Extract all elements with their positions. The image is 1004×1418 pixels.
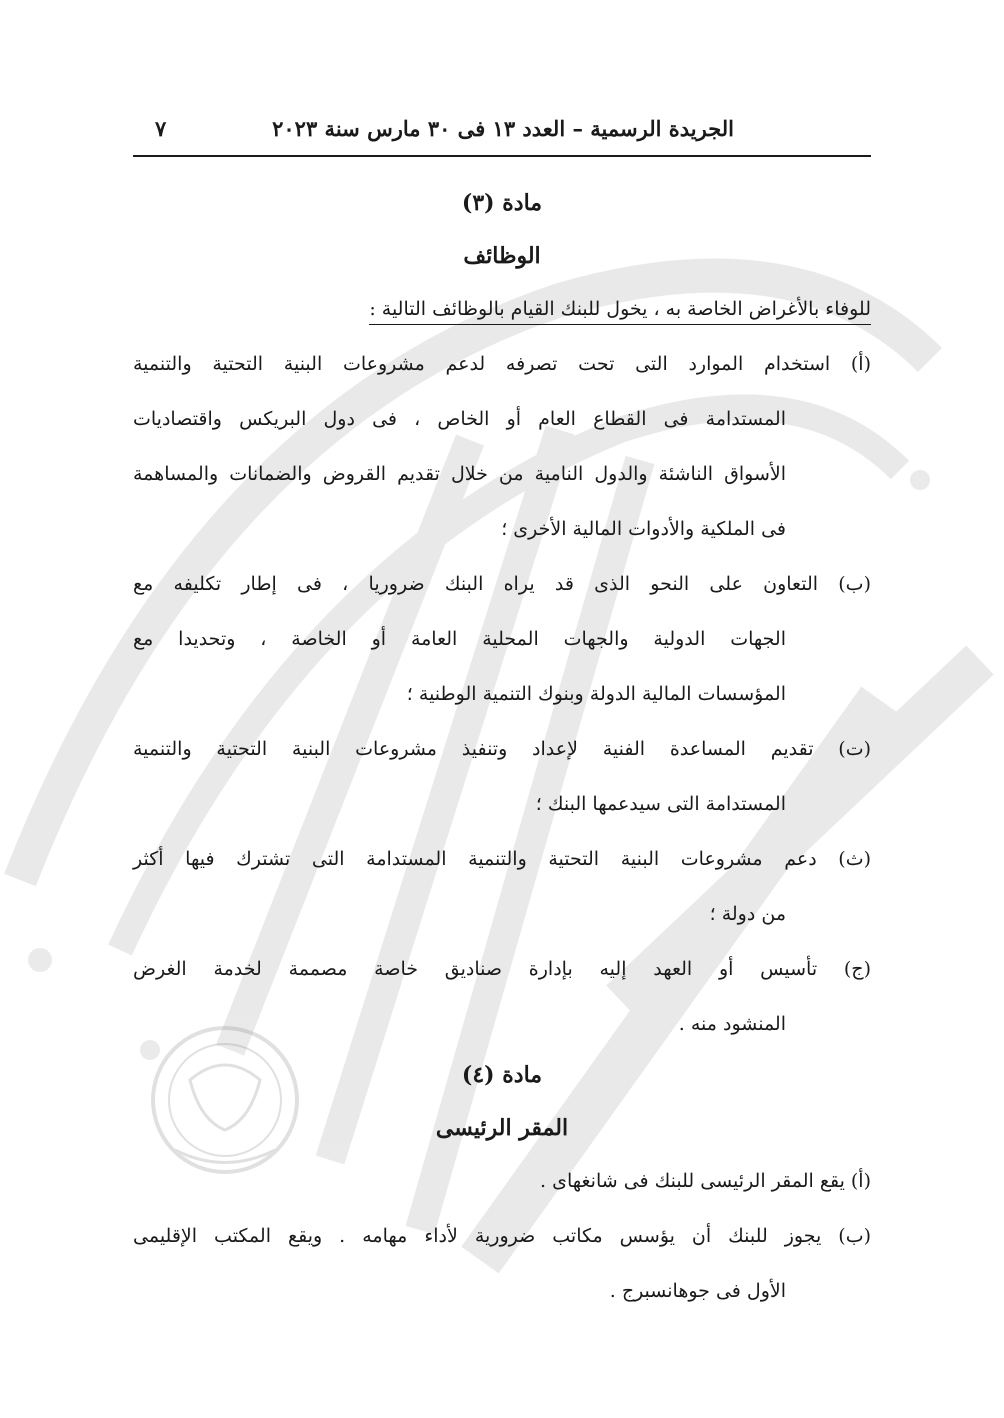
item-line: (أ) يقع المقر الرئيسى للبنك فى شانغهاى . <box>540 1170 871 1192</box>
item-line: (ج) تأسيس أو العهد إليه بإدارة صناديق خاصة مصممة لخدمة الغرض <box>133 958 871 980</box>
article-3-heading: مادة (٣) <box>461 190 543 216</box>
item-line: من دولة ؛ <box>709 903 786 925</box>
item-line: (ب) يجوز للبنك أن يؤسس مكاتب ضرورية لأداء مهامه . ويقع المكتب الإقليمى <box>133 1225 871 1247</box>
header-divider <box>133 155 871 157</box>
gazette-header-title: الجريدة الرسمية – العدد ١٣ فى ٣٠ مارس سنة ٢٠٢٣ <box>272 116 734 141</box>
item-line: المنشود منه . <box>678 1013 786 1035</box>
item-line: المؤسسات المالية الدولة وبنوك التنمية الوطنية ؛ <box>406 683 786 705</box>
article-3-intro: للوفاء بالأغراض الخاصة به ، يخول للبنك القيام بالوظائف التالية : <box>369 298 871 325</box>
item-line: الجهات الدولية والجهات المحلية العامة أو الخاصة ، وتحديدا مع <box>133 628 786 650</box>
seal-icon <box>153 1028 297 1172</box>
item-line: المستدامة التى سيدعمها البنك ؛ <box>535 793 786 815</box>
item-line: (ث) دعم مشروعات البنية التحتية والتنمية المستدامة التى تشترك فيها أكثر <box>133 848 871 870</box>
article-4-heading: مادة (٤) <box>461 1062 543 1088</box>
item-line: الأول فى جوهانسبرج . <box>609 1280 786 1302</box>
item-line: (ت) تقديم المساعدة الفنية لإعداد وتنفيذ مشروعات البنية التحتية والتنمية <box>133 738 871 760</box>
item-line: (أ) استخدام الموارد التى تحت تصرفه لدعم مشروعات البنية التحتية والتنمية <box>133 353 871 375</box>
item-line: الأسواق الناشئة والدول النامية من خلال تقديم القروض والضمانات والمساهمة <box>133 463 786 485</box>
item-line: المستدامة فى القطاع العام أو الخاص ، فى دول البريكس واقتصاديات <box>133 408 786 430</box>
article-4-subheading: المقر الرئيسى <box>435 1115 569 1141</box>
page-number: ٧ <box>155 116 167 141</box>
article-3-subheading: الوظائف <box>463 243 541 269</box>
item-line: (ب) التعاون على النحو الذى قد يراه البنك ضروريا ، فى إطار تكليفه مع <box>133 573 871 595</box>
item-line: فى الملكية والأدوات المالية الأخرى ؛ <box>501 518 786 540</box>
